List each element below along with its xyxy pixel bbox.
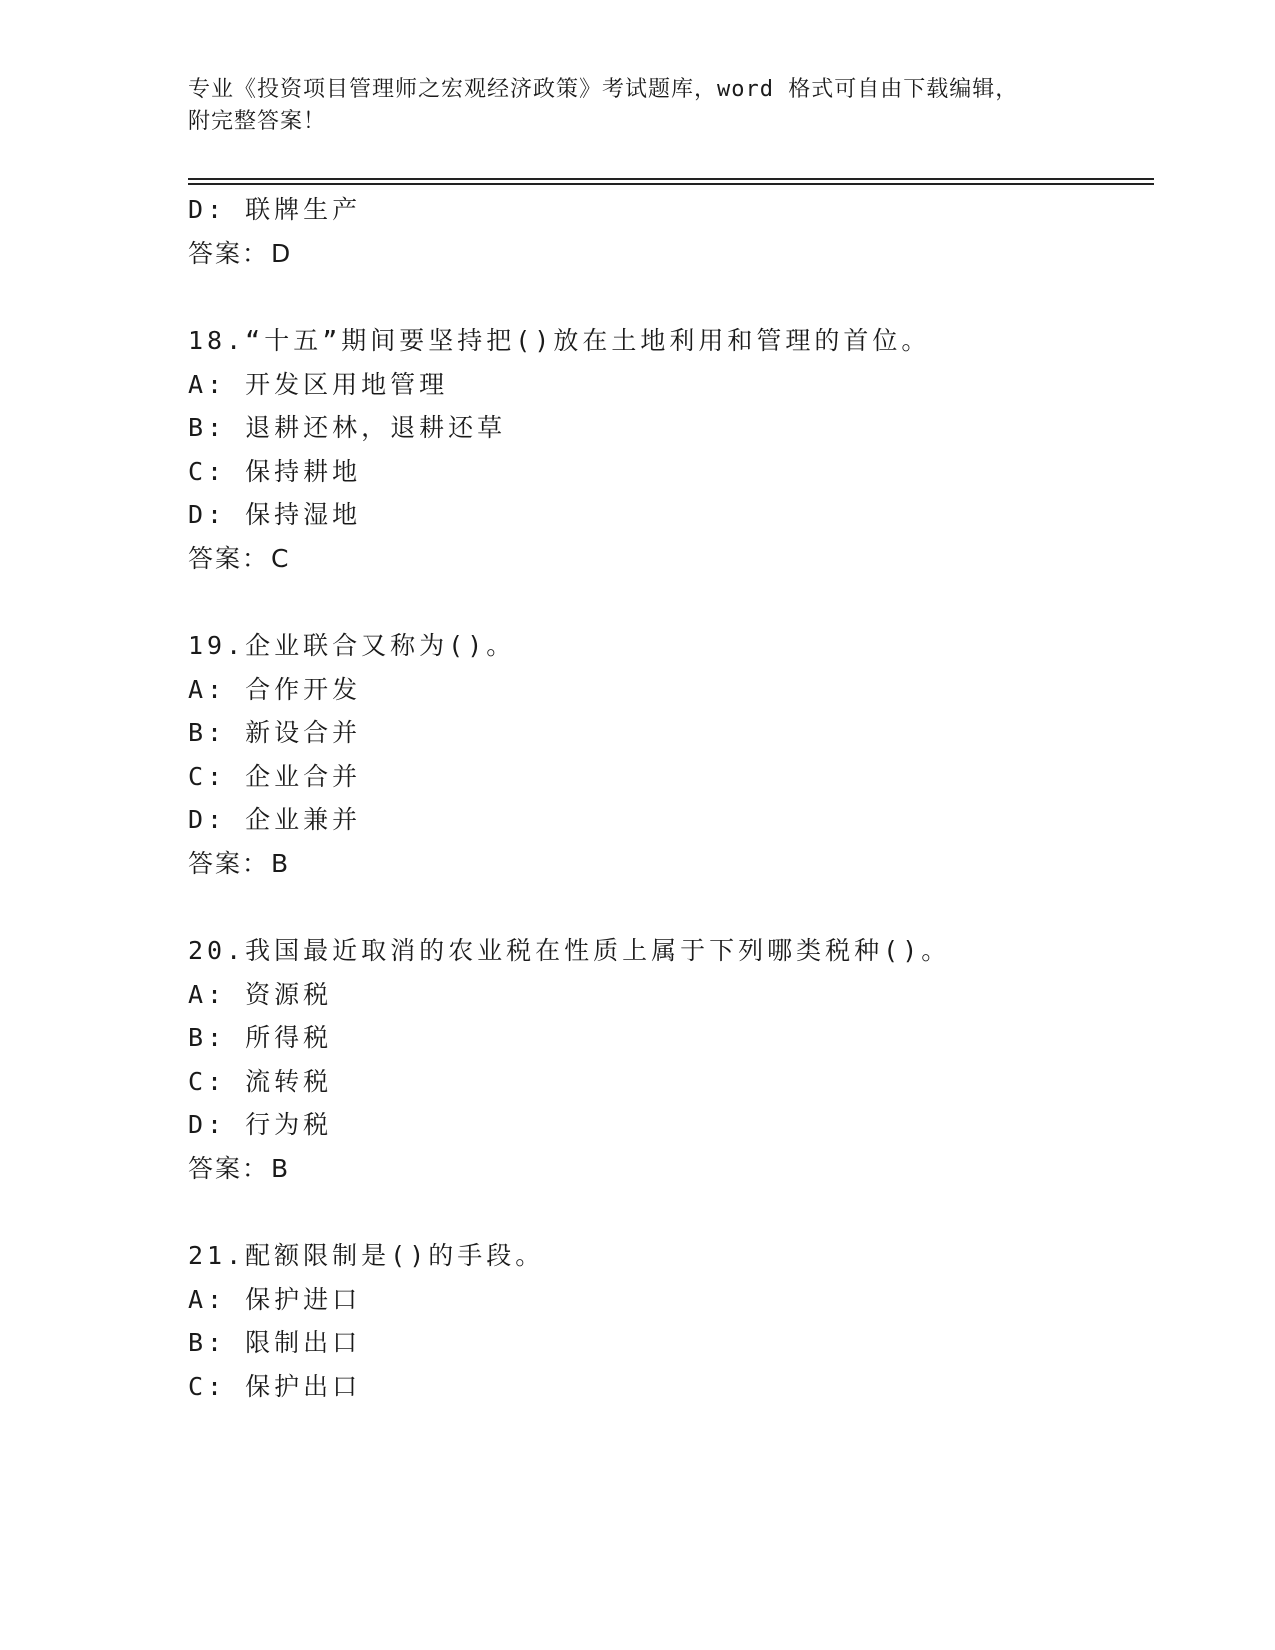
question-20-option-c: C: 流转税 — [188, 1067, 333, 1096]
question-19-option-a: A: 合作开发 — [188, 675, 362, 704]
answer-label: 答案： — [188, 239, 270, 268]
header-line-1: 专业《投资项目管理师之宏观经济政策》考试题库，word 格式可自由下载编辑， — [188, 77, 1019, 102]
question-20-answer — [188, 1152, 288, 1186]
question-20-option-a: A: 资源税 — [188, 980, 333, 1009]
question-20-option-d: D: 行为税 — [188, 1110, 333, 1139]
question-21-option-c: C: 保护出口 — [188, 1372, 362, 1401]
prev-option-d: D: 联牌生产 — [188, 195, 362, 224]
header-line-2: 附完整答案！ — [188, 109, 327, 134]
question-19-option-c: C: 企业合并 — [188, 762, 362, 791]
question-18-option-d: D: 保持湿地 — [188, 500, 362, 529]
question-19-option-d: D: 企业兼并 — [188, 805, 362, 834]
question-19-option-b: B: 新设合并 — [188, 718, 362, 747]
question-18-option-a: A: 开发区用地管理 — [188, 370, 449, 399]
question-21-stem: 21.配额限制是()的手段。 — [188, 1241, 545, 1270]
document-header — [188, 74, 1088, 138]
question-21-option-a: A: 保护进口 — [188, 1285, 362, 1314]
header-divider-bottom — [188, 183, 1154, 185]
question-18-option-b: B: 退耕还林，退耕还草 — [188, 413, 507, 442]
answer-label: 答案： — [188, 849, 270, 878]
question-19-stem: 19.企业联合又称为()。 — [188, 631, 516, 660]
answer-label: 答案： — [188, 544, 270, 573]
answer-value: D — [271, 239, 291, 268]
answer-value: B — [271, 849, 289, 878]
header-divider-top — [188, 178, 1154, 180]
prev-answer — [188, 237, 290, 271]
question-20-stem: 20.我国最近取消的农业税在性质上属于下列哪类税种()。 — [188, 936, 951, 965]
question-20-option-b: B: 所得税 — [188, 1023, 333, 1052]
answer-label: 答案： — [188, 1154, 270, 1183]
question-18-answer — [188, 542, 288, 576]
question-18-option-c: C: 保持耕地 — [188, 457, 362, 486]
question-18-stem: 18.“十五”期间要坚持把()放在土地利用和管理的首位。 — [188, 326, 931, 355]
question-21-option-b: B: 限制出口 — [188, 1328, 362, 1357]
question-19-answer — [188, 847, 288, 881]
answer-value: B — [271, 1154, 289, 1183]
answer-value: C — [271, 544, 289, 573]
